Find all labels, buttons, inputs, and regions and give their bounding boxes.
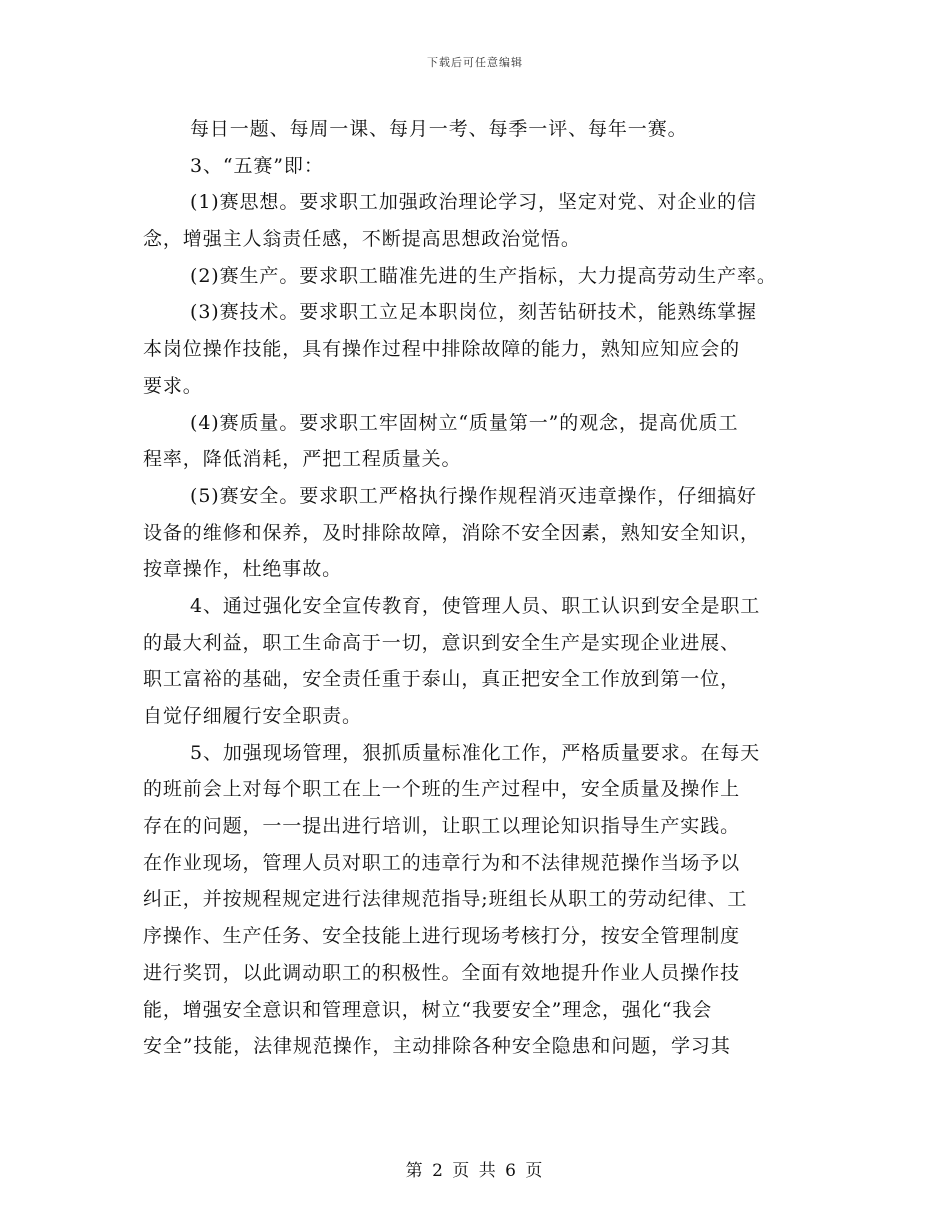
text-line: (2)赛生产。要求职工瞄准先进的生产指标，大力提高劳动生产率。 (190, 264, 777, 287)
text-line: 5、加强现场管理，狠抓质量标准化工作，严格质量要求。在每天 (190, 741, 761, 764)
text-line: 念，增强主人翁责任感，不断提高思想政治觉悟。 (143, 228, 581, 251)
text-line: 程率，降低消耗，严把工程质量关。 (143, 448, 462, 471)
text-line: (5)赛安全。要求职工严格执行操作规程消灭违章操作，仔细搞好 (190, 484, 757, 507)
text-line: 序操作、生产任务、安全技能上进行现场考核打分，按安全管理制度 (143, 925, 741, 948)
text-line: 每日一题、每周一课、每月一考、每季一评、每年一赛。 (190, 118, 688, 140)
text-line: 要求。 (143, 374, 203, 397)
text-line: 4、通过强化安全宣传教育，使管理人员、职工认识到安全是职工 (190, 594, 761, 617)
text-line: (3)赛技术。要求职工立足本职岗位，刻苦钻研技术，能熟练掌握 (190, 301, 757, 324)
text-line: 能，增强安全意识和管理意识，树立“我要安全”理念，强化“我会 (143, 998, 713, 1021)
text-line: 的班前会上对每个职工在上一个班的生产过程中，安全质量及操作上 (143, 778, 741, 801)
text-line: 职工富裕的基础，安全责任重于泰山，真正把安全工作放到第一位， (143, 668, 741, 691)
text-line: 进行奖罚，以此调动职工的积极性。全面有效地提升作业人员操作技 (143, 961, 741, 984)
text-line: 本岗位操作技能，具有操作过程中排除故障的能力，熟知应知应会的 (143, 338, 741, 361)
text-line: 存在的问题，一一提出进行培训，让职工以理论知识指导生产实践。 (143, 815, 741, 838)
page-header: 下载后可任意编辑 (427, 56, 523, 69)
text-line: 纠正，并按规程规定进行法律规范指导;班组长从职工的劳动纪律、工 (143, 888, 748, 911)
text-line: 的最大利益，职工生命高于一切，意识到安全生产是实现企业进展、 (143, 631, 741, 654)
text-line: 自觉仔细履行安全职责。 (143, 705, 362, 727)
text-line: 3、“五赛”即： (190, 154, 324, 177)
text-line: 在作业现场，管理人员对职工的违章行为和不法律规范操作当场予以 (143, 851, 741, 874)
text-line: (1)赛思想。要求职工加强政治理论学习，坚定对党、对企业的信 (190, 191, 757, 214)
page-number-footer: 第 2 页 共 6 页 (405, 1161, 545, 1181)
text-line: (4)赛质量。要求职工牢固树立“质量第一”的观念，提高优质工 (190, 411, 739, 434)
text-line: 按章操作，杜绝事故。 (143, 558, 343, 581)
document-body (143, 111, 808, 1065)
text-line: 安全”技能，法律规范操作，主动排除各种安全隐患和问题，学习其 (143, 1035, 731, 1058)
text-line: 设备的维修和保养，及时排除故障，消除不安全因素，熟知安全知识， (143, 521, 760, 544)
